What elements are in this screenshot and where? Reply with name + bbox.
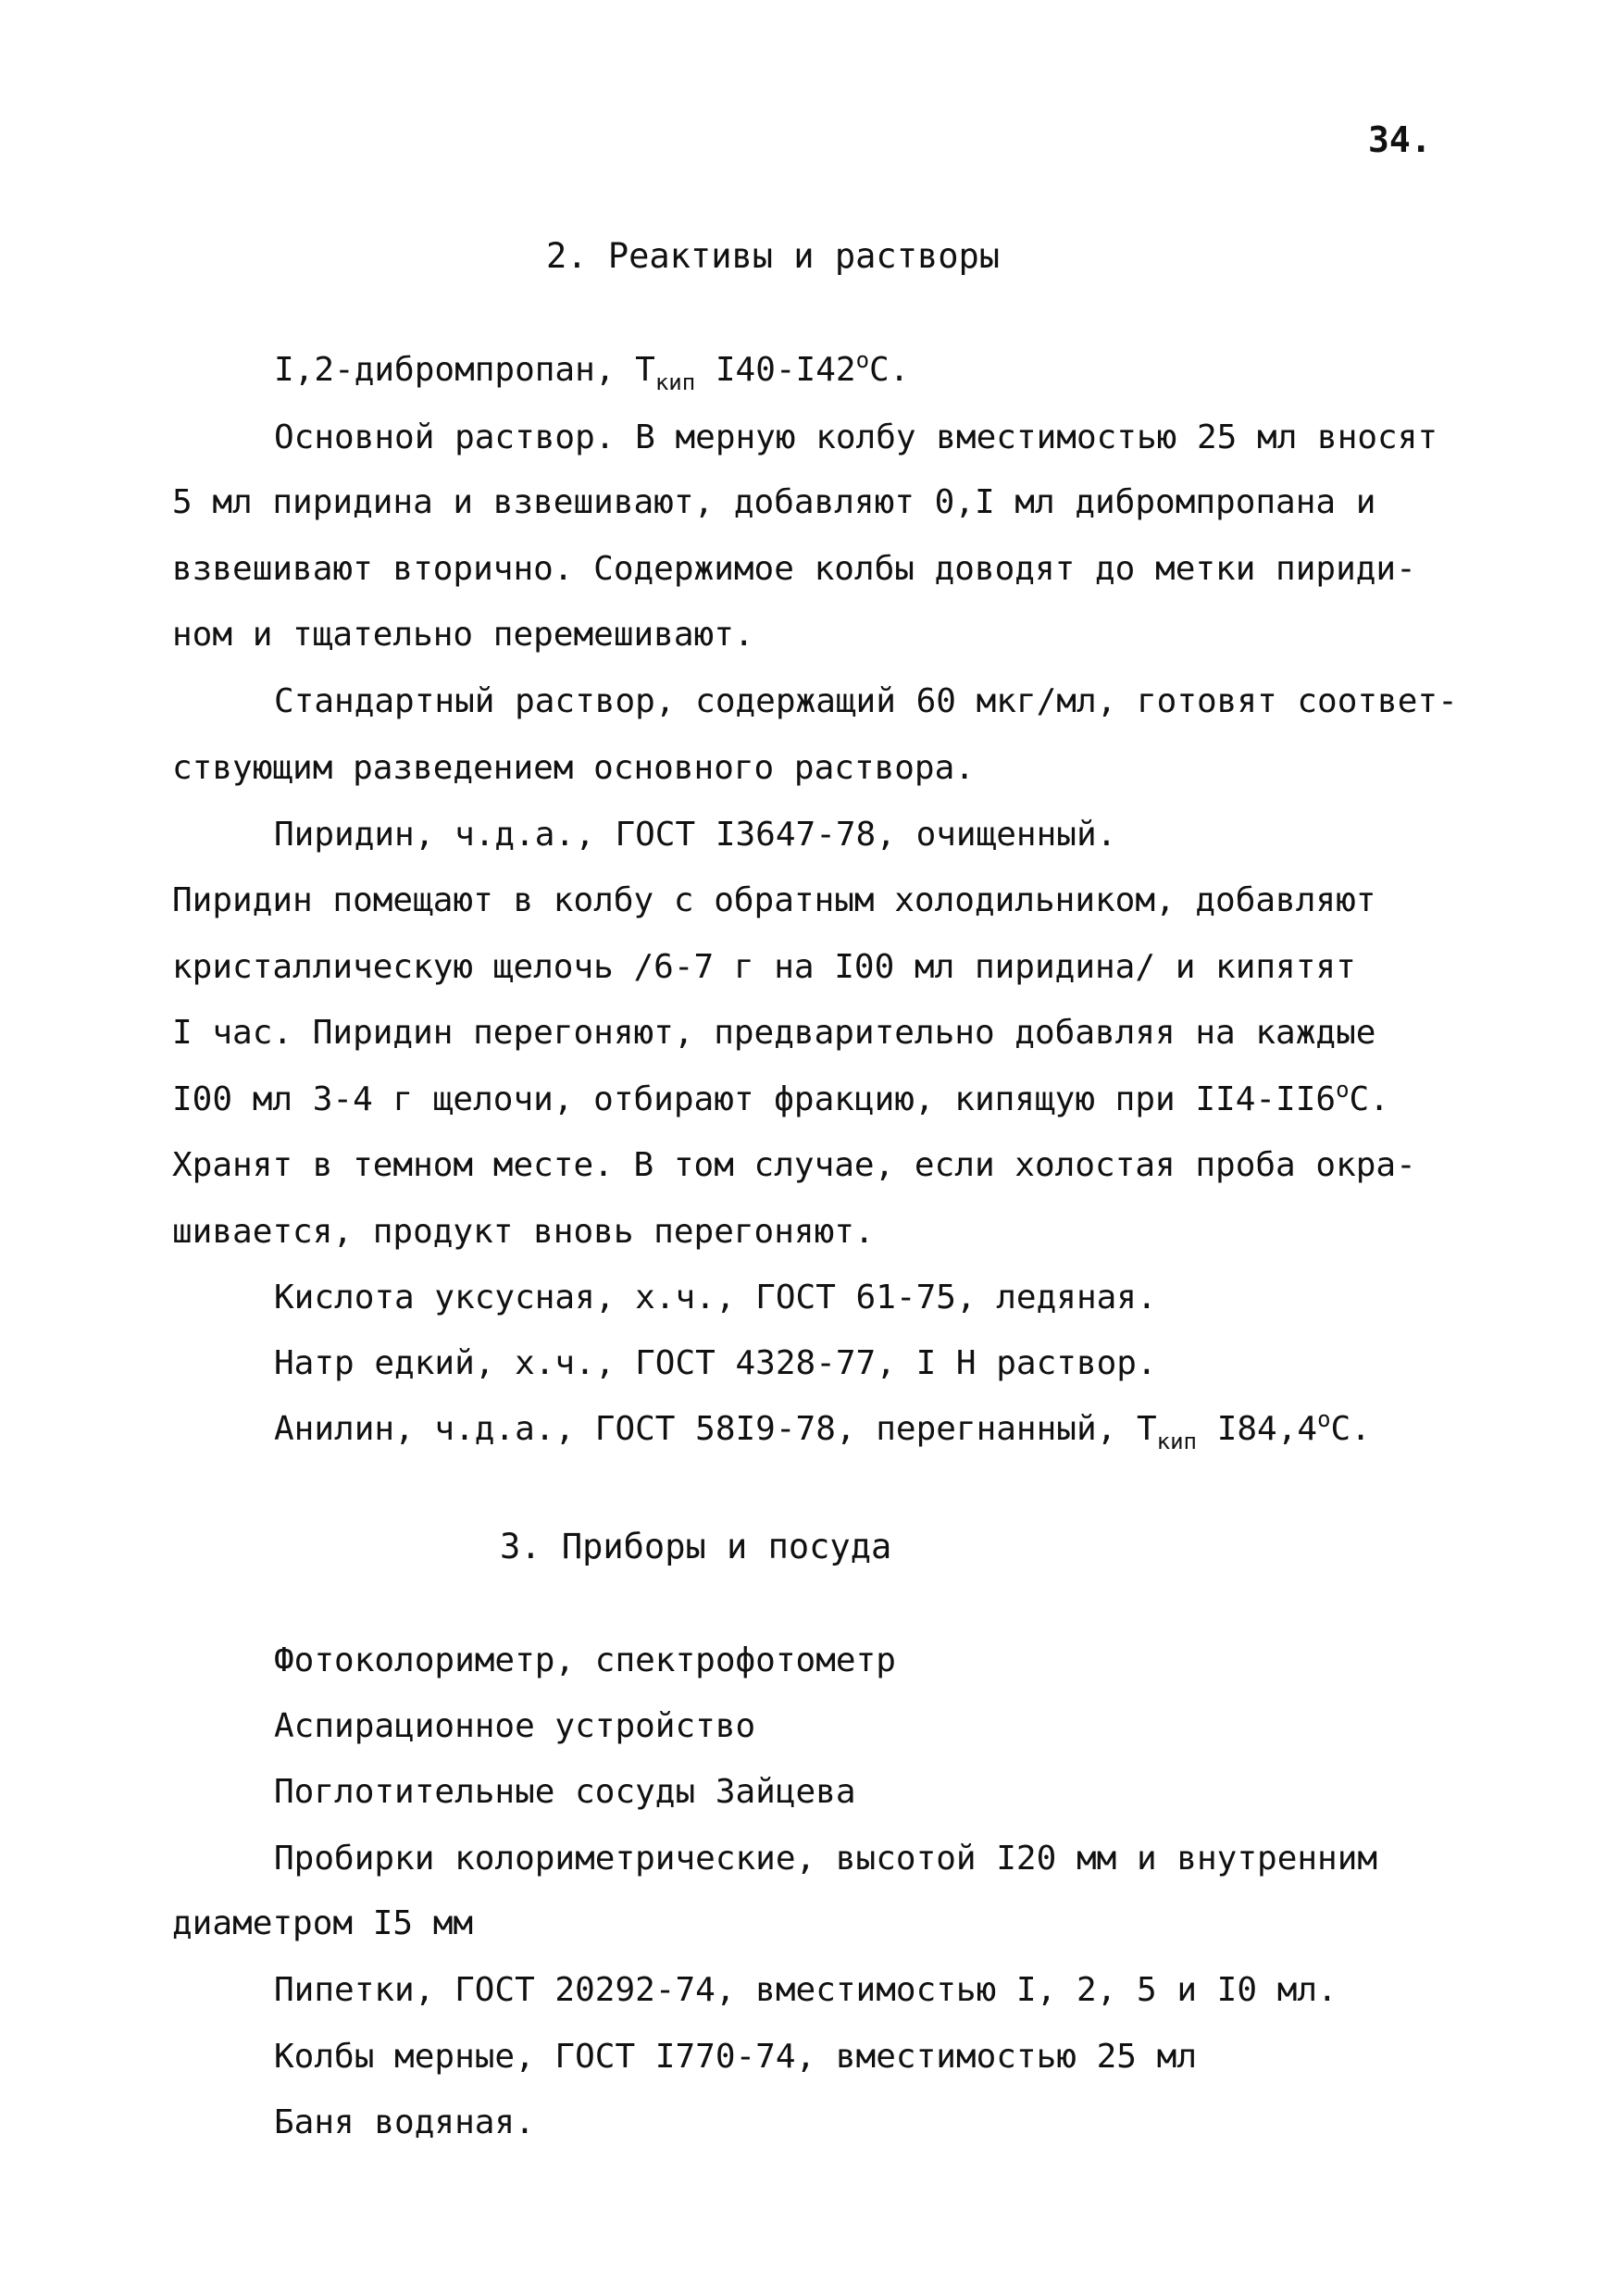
equipment-item: Поглотительные сосуды Зайцева (274, 1773, 856, 1811)
page-number: 34. (1368, 119, 1432, 160)
equipment-item: Колбы мерные, ГОСТ I770-74, вместимостью 25 мл (274, 2038, 1197, 2076)
section-2-heading: 2. Реактивы и растворы (546, 236, 1001, 276)
equipment-item: Пробирки колориметрические, высотой I20 мм и внутренним (274, 1840, 1378, 1878)
basic-solution-line: Основной раствор. В мерную колбу вместимостью 25 мл вносят (274, 418, 1438, 456)
equipment-item: Фотоколориметр, спектрофотометр (274, 1641, 896, 1679)
sodium-hydroxide-line: Натр едкий, х.ч., ГОСТ 4328-77, I Н раствор. (274, 1344, 1157, 1382)
pyridine-line: Пиридин, ч.д.а., ГОСТ I3647-78, очищенный. (274, 816, 1117, 854)
basic-solution-line: взвешивают вторично. Содержимое колбы доводят до метки пириди- (172, 550, 1416, 588)
equipment-item: Баня водяная. (274, 2103, 535, 2141)
aniline-line: Анилин, ч.д.а., ГОСТ 58I9-78, перегнанный, $Т_{кип}$ $I84,4^оС$. (274, 1406, 1371, 1454)
section-3-heading: 3. Приборы и посуда (500, 1527, 892, 1566)
equipment-item: диаметром I5 мм (172, 1904, 474, 1942)
pyridine-storage-line: шивается, продукт вновь перегоняют. (172, 1213, 875, 1251)
standard-solution-line: Стандартный раствор, содержащий 60 мкг/мл, готовят соответ- (274, 682, 1458, 720)
pyridine-line: Пиридин помещают в колбу с обратным холодильником, добавляют (172, 881, 1376, 919)
equipment-item: Аспирационное устройство (274, 1707, 756, 1745)
standard-solution-line: ствующим разведением основного раствора. (172, 749, 975, 787)
acetic-acid-line: Кислота уксусная, х.ч., ГОСТ 61-75, ледяная. (274, 1279, 1157, 1316)
dibrompropane-line: I,2-дибромпропан, $Т_{кип}$ $I40-I42^оС$. (274, 347, 910, 395)
equipment-item: Пипетки, ГОСТ 20292-74, вместимостью I, 2, 5 и I0 мл. (274, 1971, 1338, 2009)
basic-solution-line: 5 мл пиридина и взвешивают, добавляют 0,I мл дибромпропана и (172, 483, 1376, 521)
basic-solution-line: ном и тщательно перемешивают. (172, 616, 754, 654)
pyridine-line: кристаллическую щелочь /6-7 г на I00 мл пиридина/ и кипятят (172, 948, 1356, 986)
pyridine-storage-line: Хранят в темном месте. В том случае, если холостая проба окра- (172, 1146, 1416, 1184)
pyridine-line: I час. Пиридин перегоняют, предварительно добавляя на каждые (172, 1014, 1376, 1052)
fraction-line: I00 мл 3-4 г щелочи, отбирают фракцию, кипящую при $II4-II6^оС$. (172, 1077, 1389, 1118)
